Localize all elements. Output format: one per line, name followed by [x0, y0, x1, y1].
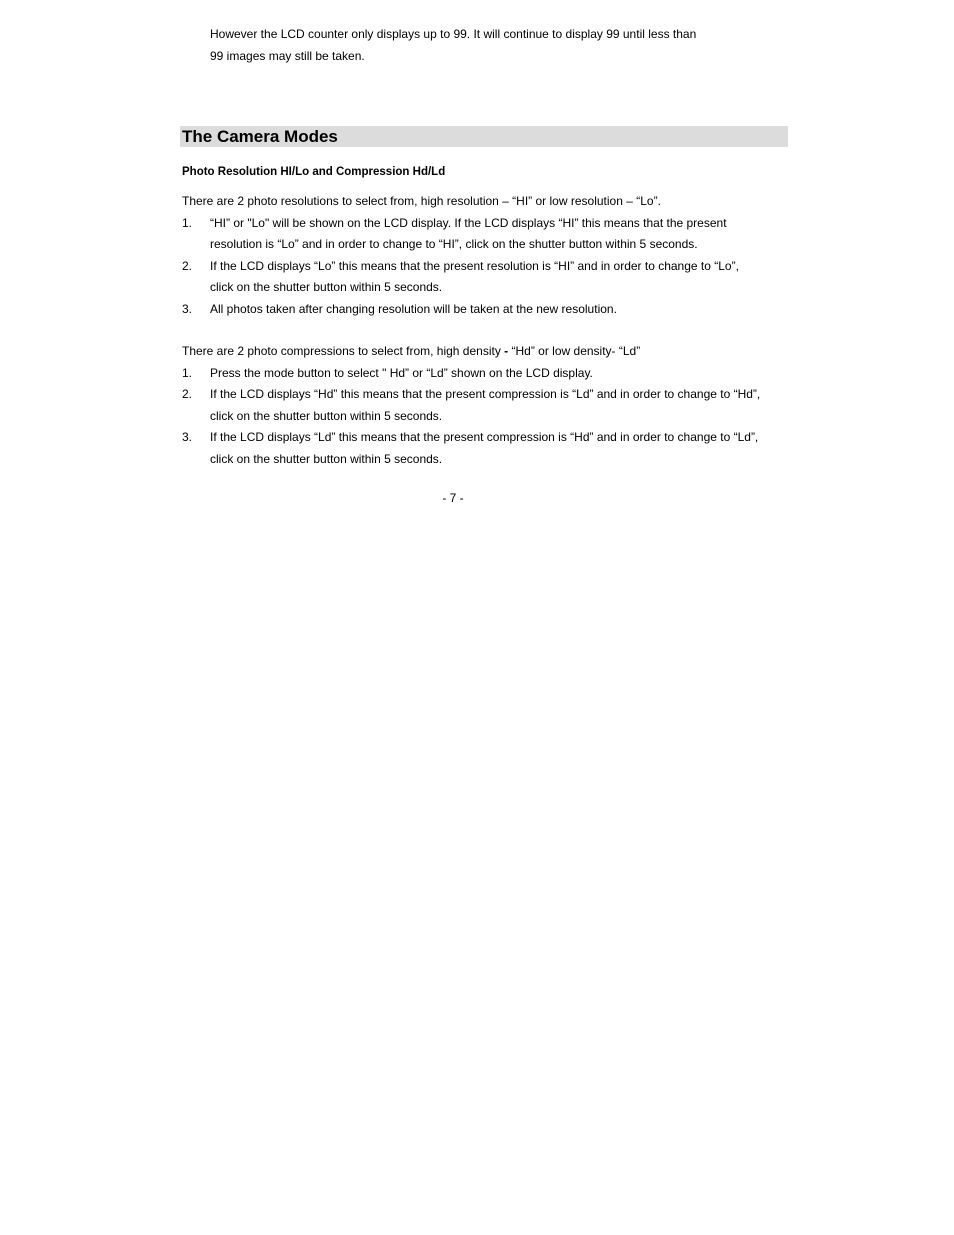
list-line: Press the mode button to select " Hd” or “Ld” shown on the LCD display.	[210, 365, 593, 380]
resolution-list	[182, 213, 792, 321]
list-item-body	[210, 299, 617, 321]
list-number: 3.	[182, 301, 193, 316]
list-number: 3.	[182, 430, 193, 444]
page-number: - 7 -	[442, 491, 464, 505]
list-line: click on the shutter button within 5 seconds.	[210, 280, 443, 294]
list-item-body	[210, 427, 758, 470]
list-line: If the LCD displays “Lo” this means that the present resolution is “HI” and in order to change to “Lo”,	[210, 258, 739, 273]
list-number: 1.	[182, 215, 193, 230]
list-item	[182, 363, 792, 385]
list-number: 1.	[182, 365, 193, 380]
subheading: Photo Resolution HI/Lo and Compression Hd/Ld	[182, 166, 446, 178]
list-item-body	[210, 256, 739, 299]
list-line: If the LCD displays “Hd” this means that the present compression is “Ld” and in order to change to “Hd”,	[210, 387, 761, 401]
list-line: resolution is “Lo” and in order to change to “HI”, click on the shutter button within 5 seconds.	[210, 237, 698, 251]
list-item-body	[210, 363, 593, 385]
continuation-paragraph	[210, 24, 696, 67]
list-item	[182, 427, 792, 470]
list-item-body	[210, 213, 727, 256]
resolution-intro: There are 2 photo resolutions to select from, high resolution – “HI” or low resolution – “Lo”.	[182, 194, 661, 208]
compression-intro-dash: -	[504, 344, 509, 358]
list-line: click on the shutter button within 5 seconds.	[210, 451, 443, 466]
list-item	[182, 213, 792, 256]
list-item-body	[210, 384, 760, 427]
list-line: If the LCD displays “Ld” this means that the present compression is “Hd” and in order to change to “Ld”,	[210, 430, 759, 444]
list-line: click on the shutter button within 5 seconds.	[210, 408, 443, 423]
compression-list	[182, 363, 792, 471]
section-title: The Camera Modes	[180, 126, 788, 147]
list-item	[182, 256, 792, 299]
list-item	[182, 384, 792, 427]
continuation-line-2: 99 images may still be taken.	[210, 48, 365, 63]
list-number: 2.	[182, 258, 193, 273]
list-line: All photos taken after changing resolution will be taken at the new resolution.	[210, 301, 617, 316]
continuation-line-1: However the LCD counter only displays up to 99. It will continue to display 99 until less than	[210, 27, 697, 41]
list-number: 2.	[182, 387, 193, 401]
compression-intro-text-end: “Hd” or low density- “Ld”	[508, 344, 641, 358]
compression-intro	[182, 341, 640, 363]
list-line: “HI” or "Lo" will be shown on the LCD display. If the LCD displays “HI” this means that the present	[210, 215, 727, 230]
compression-intro-text: There are 2 photo compressions to select from, high density	[182, 344, 505, 358]
list-item	[182, 299, 792, 321]
